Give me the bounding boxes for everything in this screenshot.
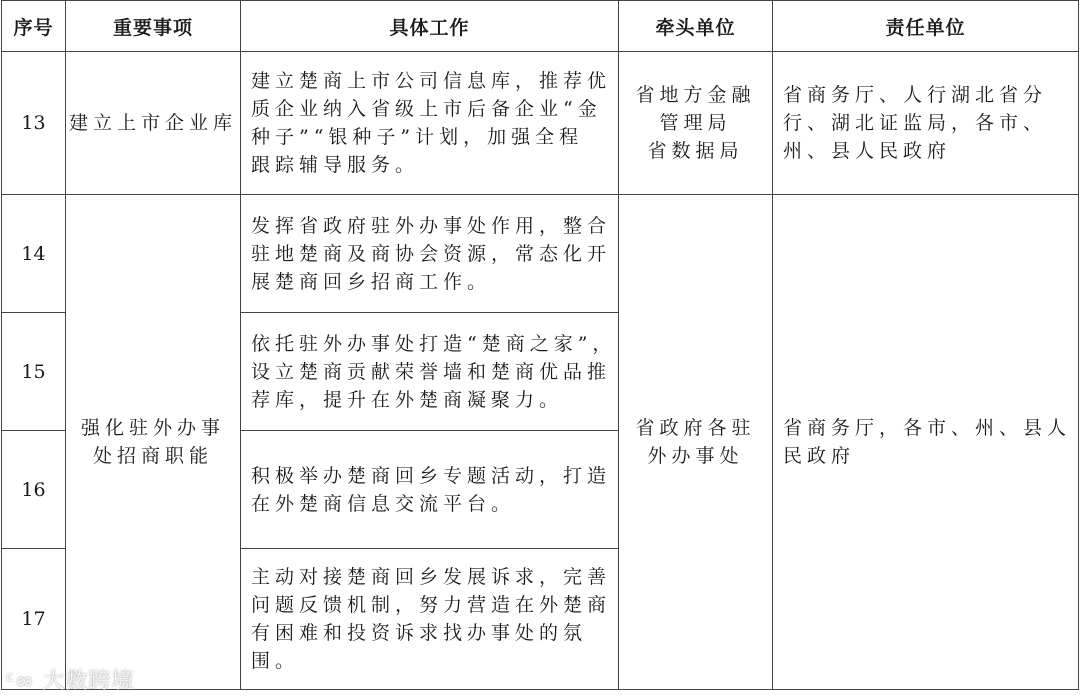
lead-cell [619,414,772,470]
row-number: 14 [2,195,66,313]
lead-cell [619,81,772,165]
line: 行、湖北证监局，各市、 [783,112,1048,134]
line: 围。 [251,650,300,672]
header-item: 重要事项 [66,1,241,52]
line: 设立楚商贡献荣誉墙和楚商优品推 [251,360,612,383]
line: 依托驻外办事处打造“楚商之家”， [251,332,617,355]
line: 省商务厅，各市、州、县人 [783,417,1072,439]
line: 有困难和投资诉求找办事处的氛 [251,622,588,644]
line: 种子”“银种子”计划，加强全程 [251,126,584,148]
header-work: 具体工作 [241,1,619,52]
line: 驻地楚商及商协会资源，常态化开 [251,242,612,265]
line: 跟踪辅导服务。 [251,154,420,176]
line: 外办事处 [647,445,744,467]
line: 建立上市企业库 [68,112,237,134]
work-table [1,0,1079,690]
work-cell [241,563,618,675]
work-cell [241,330,618,414]
line: 主动对接楚商回乡发展诉求，完善 [251,566,612,588]
row-number: 17 [2,549,66,690]
line: 建立楚商上市公司信息库，推荐优 [251,70,612,92]
line: 省政府各驻 [635,417,756,439]
row-number: 16 [2,431,66,549]
line: 积极举办楚商回乡专题活动，打造 [251,464,612,487]
line: 荐库，提升在外楚商凝聚力。 [251,388,564,411]
header-no: 序号 [2,1,66,52]
header-lead: 牵头单位 [619,1,773,52]
line: 省商务厅、人行湖北省分 [783,84,1048,106]
line: 强化驻外办事 [80,417,225,439]
work-cell [241,212,618,296]
line: 民政府 [783,445,856,467]
line: 省地方金融 [635,84,756,106]
work-cell [241,67,618,179]
line: 省数据局 [647,140,744,162]
watermark-logo [6,664,134,695]
table-row [2,52,1079,195]
resp-cell [773,81,1078,165]
logo-icon: ᶜ∞ [6,669,43,694]
line: 在外楚商信息交流平台。 [251,492,516,515]
watermark-text: 大数跨境 [42,669,135,694]
line: 问题反馈机制，努力营造在外楚商 [251,594,612,616]
header-resp: 责任单位 [773,1,1079,52]
line: 州、县人民政府 [783,140,952,162]
table-row [2,195,1079,313]
resp-cell [773,414,1078,470]
line: 质企业纳入省级上市后备企业“金 [251,98,602,120]
item-cell [66,414,240,470]
line: 管理局 [659,112,732,134]
line: 展楚商回乡招商工作。 [251,270,492,293]
header-row [2,1,1079,52]
item-cell [66,109,240,137]
line: 处招商职能 [92,445,213,467]
work-cell [241,462,618,518]
row-number: 15 [2,313,66,431]
row-number: 13 [2,52,66,195]
line: 发挥省政府驻外办事处作用，整合 [251,214,612,237]
